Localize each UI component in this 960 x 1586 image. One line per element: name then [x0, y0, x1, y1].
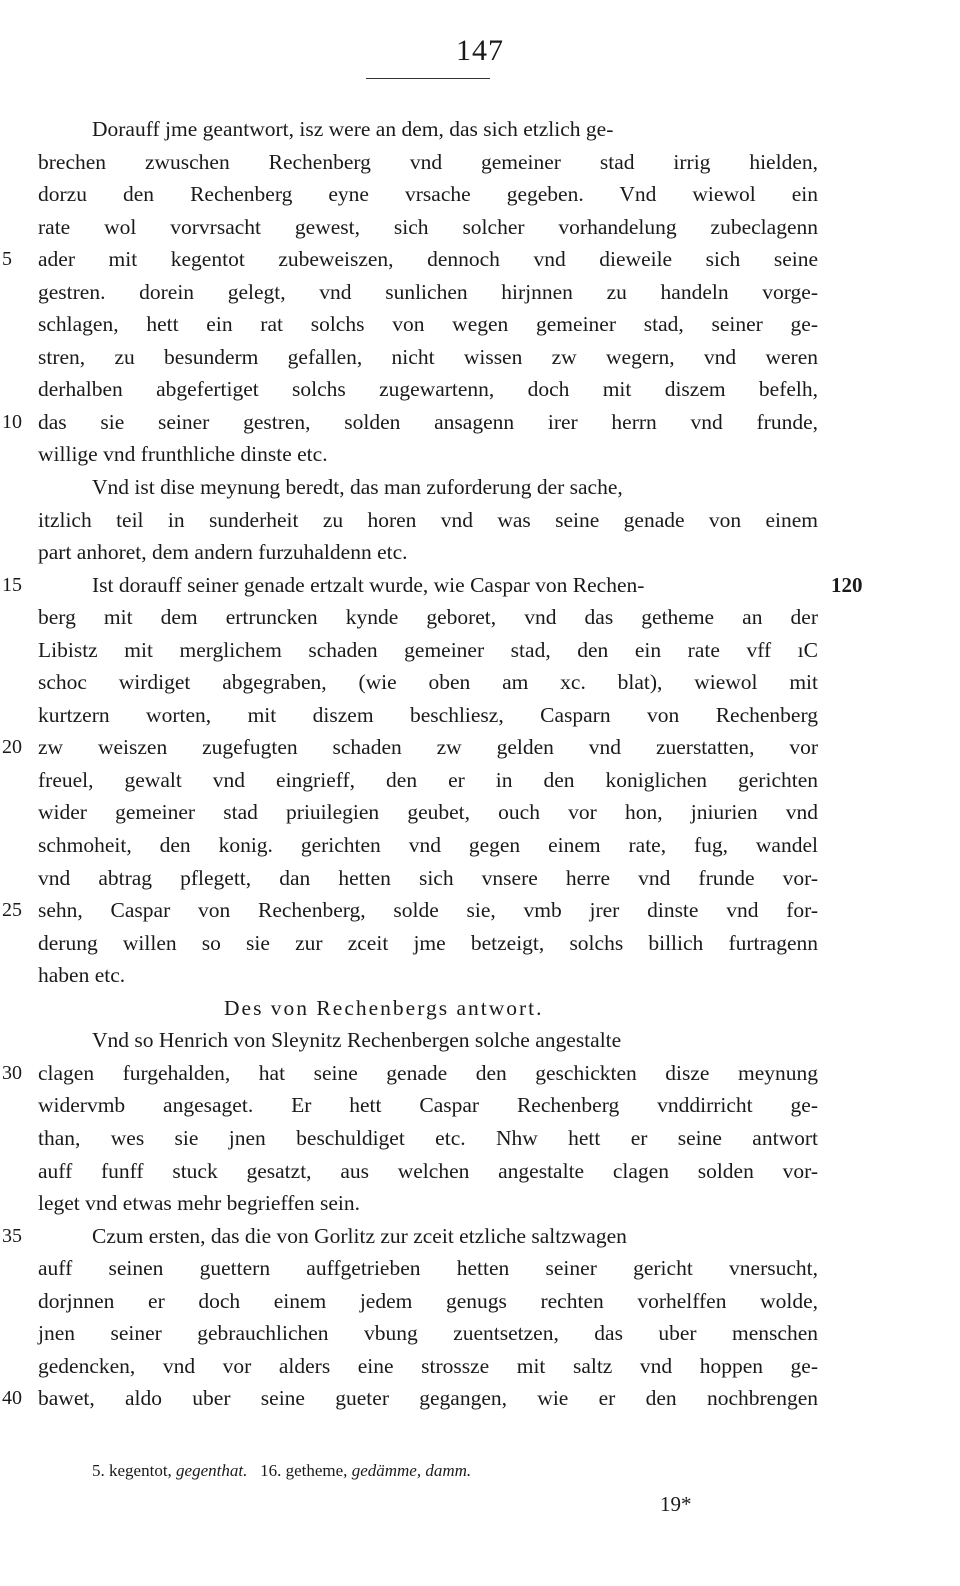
- text-line: [0, 1024, 960, 1057]
- line-text: freuel, gewalt vnd eingrieff, den er in den koniglichen gerichten: [38, 767, 818, 792]
- line-text: brechen zwuschen Rechenberg vnd gemeiner stad irrig hielden,: [38, 149, 818, 174]
- text-line: [0, 243, 960, 276]
- line-text: kurtzern worten, mit diszem beschliesz, Casparn von Rechenberg: [38, 702, 818, 727]
- text-line: [0, 1155, 960, 1188]
- line-number: 20: [2, 736, 22, 759]
- line-number: 30: [2, 1061, 22, 1084]
- line-text: vnd abtrag pflegett, dan hetten sich vnsere herre vnd frunde vor-: [38, 865, 818, 890]
- section-heading: [0, 992, 960, 1025]
- text-line: [0, 731, 960, 764]
- line-text: schmoheit, den konig. gerichten vnd gegen einem rate, fug, wandel: [38, 833, 818, 858]
- text-line: [0, 1382, 960, 1415]
- line-text: schoc wirdiget abgegraben, (wie oben am xc. blat), wiewol mit: [38, 670, 818, 695]
- text-line: [0, 406, 960, 439]
- body-text: [0, 113, 960, 1415]
- text-line: [0, 308, 960, 341]
- text-line: [0, 276, 960, 309]
- text-line: [0, 1122, 960, 1155]
- line-text: stren, zu besunderm gefallen, nicht wissen zw wegern, vnd weren: [38, 344, 818, 369]
- text-line: [0, 1089, 960, 1122]
- text-line: [0, 699, 960, 732]
- text-line: [0, 569, 960, 602]
- line-text: Vnd so Henrich von Sleynitz Rechenbergen solche angestalte: [92, 1028, 622, 1053]
- line-text: haben etc.: [38, 963, 126, 988]
- line-number: 40: [2, 1387, 22, 1410]
- text-line: [0, 1350, 960, 1383]
- footnote-1-ref: 5. kegentot,: [92, 1461, 172, 1480]
- line-text: ader mit kegentot zubeweiszen, dennoch vnd dieweile sich seine: [38, 247, 818, 272]
- text-line: [0, 373, 960, 406]
- text-line: [0, 634, 960, 667]
- text-line: [0, 1317, 960, 1350]
- text-line: [0, 113, 960, 146]
- line-text: das sie seiner gestren, solden ansagenn irer herrn vnd frunde,: [38, 409, 818, 434]
- signature-mark: 19*: [660, 1492, 692, 1516]
- line-text: schlagen, hett ein rat solchs von wegen gemeiner stad, seiner ge-: [38, 312, 818, 337]
- line-text: dorjnnen er doch einem jedem genugs rechten vorhelffen wolde,: [38, 1288, 818, 1313]
- line-text: dorzu den Rechenberg eyne vrsache gegeben. Vnd wiewol ein: [38, 182, 818, 207]
- line-text: derung willen so sie zur zceit jme betzeigt, solchs billich furtragenn: [38, 930, 818, 955]
- text-line: [0, 1220, 960, 1253]
- text-line: [0, 796, 960, 829]
- line-text: clagen furgehalden, hat seine genade den geschickten disze meynung: [38, 1060, 818, 1085]
- line-text: berg mit dem ertruncken kynde geboret, vnd das getheme an der: [38, 605, 818, 630]
- text-line: [0, 601, 960, 634]
- text-line: [0, 764, 960, 797]
- text-line: [0, 341, 960, 374]
- text-line: [0, 1285, 960, 1318]
- line-text: widervmb angesaget. Er hett Caspar Rechenberg vnddirricht ge-: [38, 1093, 818, 1118]
- text-line: [0, 959, 960, 992]
- line-text: rate wol vorvrsacht gewest, sich solcher vorhandelung zubeclagenn: [38, 214, 818, 239]
- margin-reference: 120: [831, 572, 863, 597]
- page-number: 147: [456, 34, 504, 67]
- text-line: [0, 178, 960, 211]
- line-text: auff seinen guettern auffgetrieben hetten seiner gericht vnersucht,: [38, 1256, 818, 1281]
- line-text: than, wes sie jnen beschuldiget etc. Nhw hett er seine antwort: [38, 1125, 818, 1150]
- line-text: willige vnd frunthliche dinste etc.: [38, 442, 328, 467]
- line-text: jnen seiner gebrauchlichen vbung zuentsetzen, das uber menschen: [38, 1321, 818, 1346]
- line-text: derhalben abgefertiget solchs zugewartenn, doch mit diszem befelh,: [38, 377, 818, 402]
- text-line: [0, 536, 960, 569]
- text-line: [0, 211, 960, 244]
- text-line: [0, 1252, 960, 1285]
- line-text: leget vnd etwas mehr begrieffen sein.: [38, 1191, 360, 1216]
- line-text: bawet, aldo uber seine gueter gegangen, wie er den nochbrengen: [38, 1386, 818, 1411]
- header-rule: [366, 78, 490, 79]
- text-line: [0, 504, 960, 537]
- line-text: Vnd ist dise meynung beredt, das man zuforderung der sache,: [92, 475, 623, 500]
- line-text: gestren. dorein gelegt, vnd sunlichen hirjnnen zu handeln vorge-: [38, 279, 818, 304]
- footnote-1-gloss: gegenthat.: [176, 1461, 248, 1480]
- text-line: [0, 438, 960, 471]
- text-line: [0, 471, 960, 504]
- line-text: zw weiszen zugefugten schaden zw gelden vnd zuerstatten, vor: [38, 735, 818, 760]
- footnotes: [92, 1461, 471, 1481]
- line-number: 25: [2, 899, 22, 922]
- line-text: Libistz mit merglichem schaden gemeiner stad, den ein rate vff ıC: [38, 637, 818, 662]
- footnote-2-ref: 16. getheme,: [260, 1461, 348, 1480]
- line-text: part anhoret, dem andern furzuhaldenn etc.: [38, 540, 408, 565]
- text-line: [0, 829, 960, 862]
- line-text: itzlich teil in sunderheit zu horen vnd was seine genade von einem: [38, 507, 818, 532]
- text-line: [0, 666, 960, 699]
- text-line: [0, 894, 960, 927]
- line-text: gedencken, vnd vor alders eine strossze mit saltz vnd hoppen ge-: [38, 1353, 818, 1378]
- text-line: [0, 927, 960, 960]
- line-text: Czum ersten, das die von Gorlitz zur zceit etzliche saltzwagen: [92, 1223, 627, 1248]
- line-text: auff funff stuck gesatzt, aus welchen angestalte clagen solden vor-: [38, 1158, 818, 1183]
- line-number: 35: [2, 1224, 22, 1247]
- line-number: 15: [2, 573, 22, 596]
- text-line: [0, 146, 960, 179]
- footnote-2-gloss: gedämme, damm.: [351, 1461, 472, 1480]
- line-text: Des von Rechenbergs antwort.: [224, 995, 544, 1020]
- line-text: Dorauff jme geantwort, isz were an dem, das sich etzlich ge-: [92, 117, 614, 141]
- text-line: [0, 862, 960, 895]
- line-number: 5: [2, 248, 12, 271]
- line-text: Ist dorauff seiner genade ertzalt wurde, wie Caspar von Rechen-: [92, 572, 645, 597]
- text-line: [0, 1057, 960, 1090]
- line-text: wider gemeiner stad priuilegien geubet, ouch vor hon, jniurien vnd: [38, 800, 818, 825]
- line-number: 10: [2, 410, 22, 433]
- text-line: [0, 1187, 960, 1220]
- line-text: sehn, Caspar von Rechenberg, solde sie, vmb jrer dinste vnd for-: [38, 898, 818, 923]
